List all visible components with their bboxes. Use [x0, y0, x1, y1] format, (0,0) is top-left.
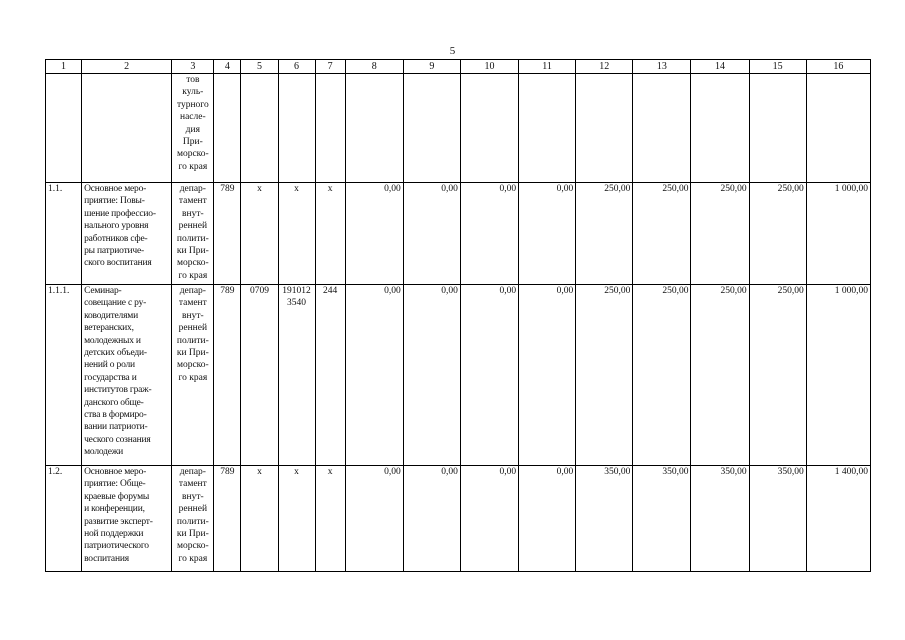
section-cell: x: [241, 183, 278, 285]
column-number-row: [46, 60, 871, 74]
amount-cell: 0,00: [519, 183, 576, 285]
executor-cell: депар- тамент внут- ренней полити- ки При- морско- го края: [172, 183, 214, 285]
activity-name-cell: [82, 74, 172, 183]
column-number-cell: 3: [172, 60, 214, 74]
amount-cell: [403, 74, 460, 183]
row-number-cell: 1.1.1.: [46, 285, 82, 466]
target-article-cell: x: [278, 466, 315, 572]
expense-type-cell: x: [315, 183, 345, 285]
amount-cell: [749, 74, 806, 183]
amount-cell: 350,00: [633, 466, 691, 572]
amount-cell: 0,00: [403, 466, 460, 572]
activity-name-cell: Основное меро- приятие: Обще- краевые форумы и конференции, развитие эксперт- ной поддержки патриотического воспитания: [82, 466, 172, 572]
column-number-cell: 6: [278, 60, 315, 74]
amount-cell: 250,00: [691, 285, 749, 466]
amount-cell: 0,00: [345, 466, 403, 572]
expense-type-cell: 244: [315, 285, 345, 466]
column-number-cell: 14: [691, 60, 749, 74]
table-row-continuation: [46, 74, 871, 183]
amount-cell: 250,00: [633, 183, 691, 285]
column-number-cell: 16: [806, 60, 870, 74]
amount-cell: 250,00: [576, 285, 633, 466]
column-number-cell: 10: [460, 60, 518, 74]
amount-cell: 0,00: [460, 183, 518, 285]
column-number-cell: 13: [633, 60, 691, 74]
amount-cell: [519, 74, 576, 183]
table-row-1-2: [46, 466, 871, 572]
code-cell: 789: [214, 285, 241, 466]
amount-cell: [691, 74, 749, 183]
table-row-1-1-1: [46, 285, 871, 466]
code-cell: 789: [214, 183, 241, 285]
amount-cell: 0,00: [345, 183, 403, 285]
total-amount-cell: 1 400,00: [806, 466, 870, 572]
page-number: 5: [449, 45, 456, 57]
activity-name-cell: Семинар- совещание с ру- ководителями ветеранских, молодежных и детских объеди- нений о роли государства и институтов граж- данского обще- ства в формиро- вании патриоти- ческого сознания молодежи: [82, 285, 172, 466]
column-number-cell: 15: [749, 60, 806, 74]
total-amount-cell: 1 000,00: [806, 285, 870, 466]
amount-cell: [460, 74, 518, 183]
amount-cell: [633, 74, 691, 183]
section-cell: x: [241, 466, 278, 572]
budget-table: [45, 59, 871, 572]
column-number-cell: 8: [345, 60, 403, 74]
amount-cell: 0,00: [403, 285, 460, 466]
amount-cell: 250,00: [633, 285, 691, 466]
expense-type-cell: x: [315, 466, 345, 572]
amount-cell: 250,00: [749, 183, 806, 285]
row-number-cell: [46, 74, 82, 183]
target-article-cell: [278, 74, 315, 183]
column-number-cell: 5: [241, 60, 278, 74]
amount-cell: [576, 74, 633, 183]
row-number-cell: 1.2.: [46, 466, 82, 572]
section-cell: 0709: [241, 285, 278, 466]
amount-cell: 250,00: [691, 183, 749, 285]
executor-cell: депар- тамент внут- ренней полити- ки При- морско- го края: [172, 285, 214, 466]
activity-name-cell: Основное меро- приятие: Повы- шение профессио- нального уровня работников сфе- ры патриотиче- ского воспитания: [82, 183, 172, 285]
column-number-cell: 2: [82, 60, 172, 74]
code-cell: [214, 74, 241, 183]
column-number-cell: 12: [576, 60, 633, 74]
column-number-cell: 1: [46, 60, 82, 74]
amount-cell: 250,00: [749, 285, 806, 466]
amount-cell: 0,00: [345, 285, 403, 466]
table-row-1-1: [46, 183, 871, 285]
executor-cell: депар- тамент внут- ренней полити- ки При- морско- го края: [172, 466, 214, 572]
amount-cell: 350,00: [749, 466, 806, 572]
column-number-cell: 7: [315, 60, 345, 74]
amount-cell: 0,00: [403, 183, 460, 285]
target-article-cell: x: [278, 183, 315, 285]
amount-cell: 350,00: [691, 466, 749, 572]
column-number-cell: 4: [214, 60, 241, 74]
amount-cell: 250,00: [576, 183, 633, 285]
amount-cell: 0,00: [460, 466, 518, 572]
total-amount-cell: 1 000,00: [806, 183, 870, 285]
row-number-cell: 1.1.: [46, 183, 82, 285]
amount-cell: 0,00: [519, 466, 576, 572]
target-article-cell: 191012 3540: [278, 285, 315, 466]
total-amount-cell: [806, 74, 870, 183]
column-number-cell: 9: [403, 60, 460, 74]
amount-cell: [345, 74, 403, 183]
amount-cell: 0,00: [519, 285, 576, 466]
section-cell: [241, 74, 278, 183]
expense-type-cell: [315, 74, 345, 183]
executor-cell: тов куль- турного насле- дия При- морско- го края: [172, 74, 214, 183]
amount-cell: 0,00: [460, 285, 518, 466]
amount-cell: 350,00: [576, 466, 633, 572]
code-cell: 789: [214, 466, 241, 572]
column-number-cell: 11: [519, 60, 576, 74]
